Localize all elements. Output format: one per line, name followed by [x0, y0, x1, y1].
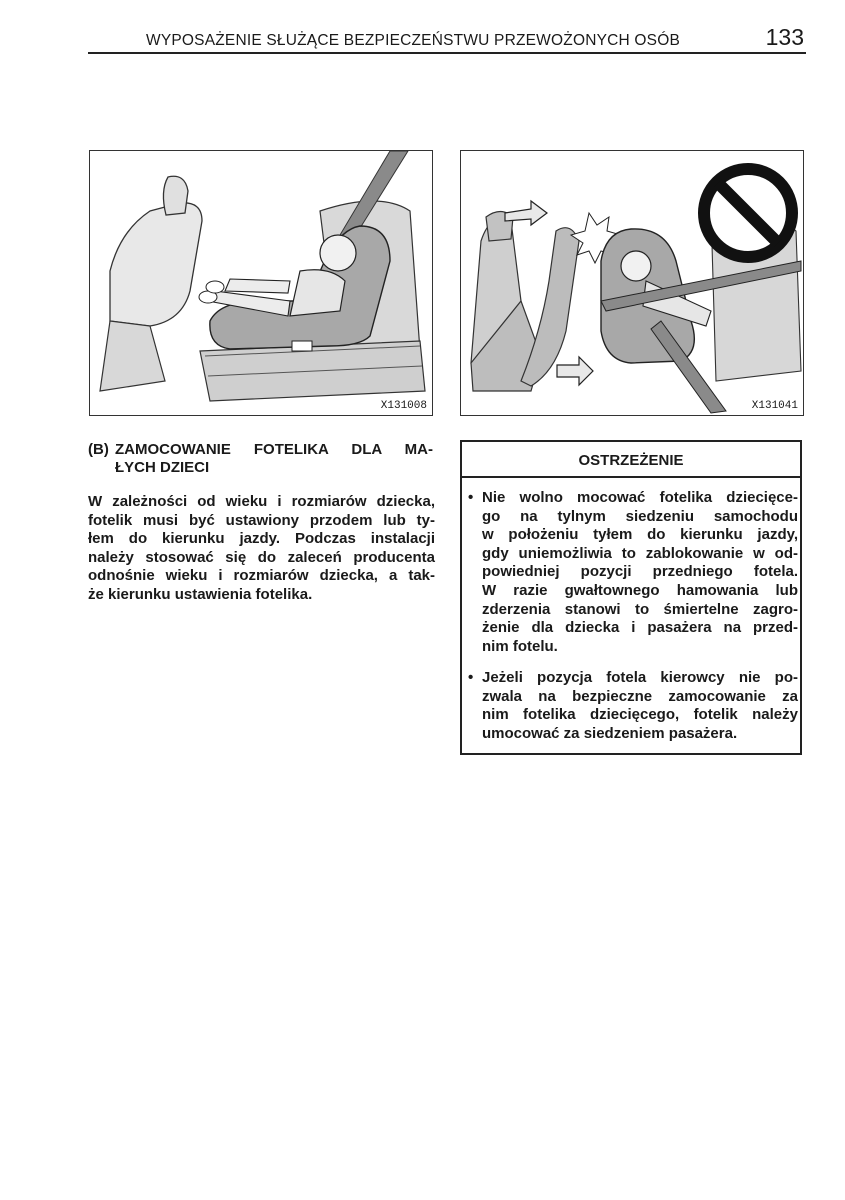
warning-line: umocować za siedzeniem pasażera. — [482, 724, 738, 742]
body-line: odnośnie wieku i rozmiarów dziecka, a tak- — [88, 567, 435, 585]
warning-line: żenie dla dziecka i pasażera na przed- — [482, 619, 798, 637]
warning-item — [468, 669, 798, 743]
page-number: 133 — [765, 24, 804, 50]
warning-title: OSTRZEŻENIE — [462, 442, 800, 478]
child-seat-forward-facing-illustration — [90, 151, 432, 415]
warning-line: nim fotelu. — [482, 637, 558, 655]
bullet-icon: • — [468, 669, 474, 686]
body-line: należy stosować się do zaleceń producenta — [88, 548, 435, 566]
section-tag: (B) — [88, 441, 109, 458]
section-heading-line: ŁYCH DZIECI — [115, 459, 210, 476]
figure-code: X131041 — [751, 400, 798, 412]
figure-child-seat-forward — [89, 150, 433, 416]
warning-line: Nie wolno mocować fotelika dziecięce- — [482, 489, 798, 506]
warning-box — [460, 440, 802, 755]
warning-line: go na tylnym siedzeniu samochodu — [482, 507, 798, 525]
body-line: że kierunku ustawienia fotelika. — [88, 585, 313, 603]
page-header — [88, 26, 806, 54]
header-title: WYPOSAŻENIE SŁUŻĄCE BEZPIECZEŃSTWU PRZEWOŻONYCH OSÓB — [146, 32, 681, 49]
warning-line: Jeżeli pozycja fotela kierowcy nie po- — [482, 669, 798, 686]
figure-child-seat-rear-prohibited — [460, 150, 804, 416]
body-line: fotelik musi być ustawiony przodem lub ty- — [88, 511, 435, 529]
section-heading-line: ZAMOCOWANIE FOTELIKA DLA MA- — [115, 441, 433, 458]
body-line: W zależności od wieku i rozmiarów dziecka, — [88, 493, 435, 510]
section-body — [88, 493, 435, 605]
warning-item — [468, 489, 798, 656]
bullet-icon: • — [468, 489, 474, 506]
section-heading — [88, 441, 433, 477]
warning-line: gdy uniemożliwia to zablokowanie w od- — [482, 544, 798, 562]
warning-line: zwala na bezpieczne zamocowanie za — [482, 687, 798, 705]
warning-line: powiedniej pozycji przedniego fotela. — [482, 563, 798, 581]
rear-facing-seat-prohibited-illustration — [461, 151, 803, 415]
warning-line: w położeniu tyłem do kierunku jazdy, — [482, 526, 798, 544]
warning-line: zderzenia stanowi to śmiertelne zagro- — [482, 600, 798, 618]
warning-line: nim fotelika dziecięcego, fotelik należy — [482, 706, 798, 724]
body-line: łem do kierunku jazdy. Podczas instalacji — [88, 530, 435, 548]
figure-code: X131008 — [380, 400, 427, 412]
warning-line: W razie gwałtownego hamowania lub — [482, 581, 798, 599]
